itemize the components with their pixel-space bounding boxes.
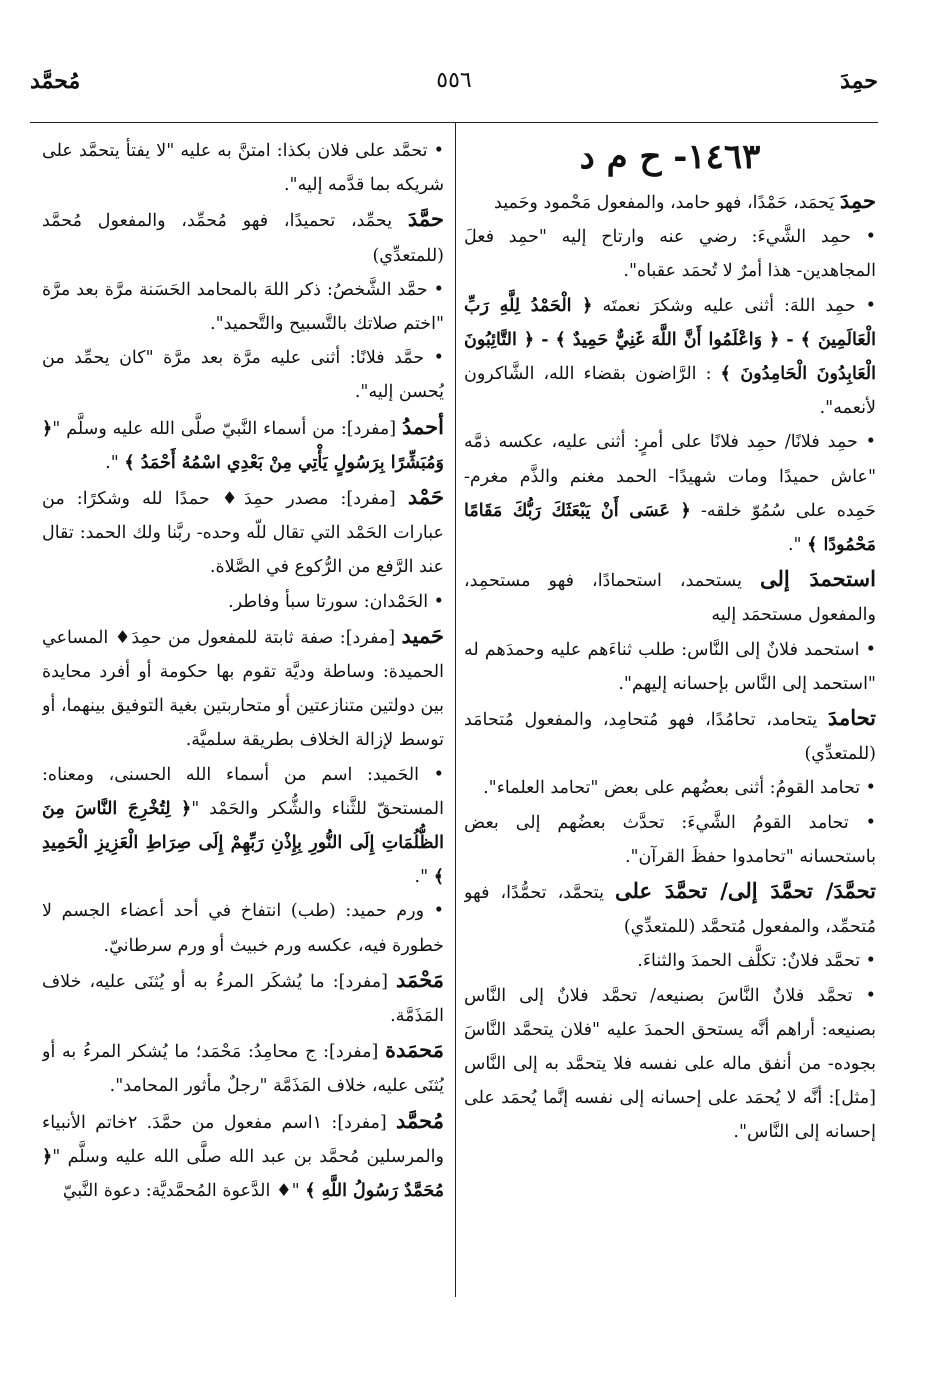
entry-text: [مفرد]: ما يُشكَر المرءُ به أو يُثنَى عليه، خلاف المَذَمَّة. bbox=[42, 971, 444, 1027]
column-divider bbox=[455, 122, 456, 1297]
headword: حَميد bbox=[401, 622, 444, 648]
entry-text: • تحمَّد فلانٌ: تكلَّف الحمدَ والثناءَ. bbox=[637, 951, 876, 972]
entry-text: • حمَّد فلانًا: أثنى عليه مرَّة بعد مرَّة "كان يحمِّد من يُحسن إليه". bbox=[42, 348, 444, 403]
entry-text: [مفرد]: مصدر حمِدَ♦ حمدًا لله وشكرًا: من عبارات الحَمْد التي تقال للّه وحده- ربَّنا ولك الحمد: تقال عند الرَّفع من الرُّكوع في الصَّلاة. bbox=[42, 489, 444, 578]
entry-text: [مفرد]: من أسماء النَّبيّ صلَّى الله عليه وسلَّم " bbox=[52, 418, 403, 439]
entry-paragraph bbox=[464, 289, 876, 426]
entry-text-tail: ". bbox=[414, 867, 434, 888]
headword: استحمدَ إلى bbox=[759, 566, 876, 592]
entry-text: [مفرد]: ج محامِدُ: مَحْمَد؛ ما يُشكر المرءُ به أو يُثنَى عليه، خلاف المَذَمَّة "رجلٌ مأثور المحامد". bbox=[42, 1042, 444, 1097]
entry-paragraph bbox=[42, 273, 444, 341]
entry-text: • تحمَّد على فلان بكذا: امتنَّ به عليه "لا يفتأ يتحمَّد على شريكه بما قدَّمه إليه". bbox=[42, 141, 444, 196]
headword: تحمَّدَ/ تحمَّدَ إلى/ تحمَّدَ على bbox=[615, 878, 876, 904]
headword: أحمدُ bbox=[402, 413, 444, 439]
headword: مَحْمَد bbox=[396, 966, 444, 992]
entry-paragraph bbox=[464, 184, 876, 220]
entry-text: • حمَّد الشَّخصُ: ذكر اللهَ بالمحامد الحَسَنة مرَّة بعد مرَّة "اختم صلاتك بالتَّسبيح والتَّحميد". bbox=[42, 279, 444, 335]
entry-text: يَحمَد، حَمْدًا، فهو حامد، والمفعول مَحْمود وحَميد bbox=[494, 193, 840, 213]
entry-paragraph bbox=[42, 585, 444, 619]
entry-text: يستحمد، استحمادًا، فهو مستحمِد، والمفعول مستحمَد إليه bbox=[464, 571, 876, 626]
entry-paragraph bbox=[42, 619, 444, 758]
entry-paragraph bbox=[464, 979, 876, 1150]
page-number: ٥٥٦ bbox=[436, 68, 472, 93]
quran-quote: ﴿ مُحَمَّدٌ رَسُولُ اللَّهِ ﴾ bbox=[42, 1146, 444, 1202]
entry-text: • استحمد فلانٌ إلى النَّاس: طلب ثناءَهم عليه وحمدَهم له "استحمد إلى النَّاس بإحسانه إليهم". bbox=[464, 639, 876, 694]
entry-text: [مفرد]: ١اسم مفعول من حمَّدَ. ٢خاتم الأنبياء والمرسلين مُحمَّد بن عبد الله صلَّى الله عليه وسلَّم " bbox=[42, 1112, 444, 1167]
entry-paragraph bbox=[464, 944, 876, 978]
quran-quote: ﴿ الْحَمْدُ لِلَّهِ رَبِّ الْعَالَمِينَ ﴾ - ﴿ وَاعْلَمُوا أَنَّ اللَّهَ غَنِيٌّ حَمِيدٌ ﴾ - ﴿ التَّائِبُونَ الْعَابِدُونَ الْحَامِدُونَ ﴾ bbox=[464, 295, 876, 385]
entry-paragraph bbox=[464, 633, 876, 701]
entry-paragraph bbox=[42, 134, 444, 202]
entry-text: يحمِّد، تحميدًا، فهو مُحمِّد، والمفعول مُحمَّد (للمتعدِّي) bbox=[42, 211, 444, 266]
entry-paragraph bbox=[42, 1104, 444, 1209]
entry-paragraph bbox=[42, 758, 444, 895]
entry-text: • ورم حميد: (طب) انتفاخ في أحد أعضاء الجسم لا خطورة فيه، عكسه ورم خبيث أو ورم سرطانيّ. bbox=[42, 901, 444, 956]
root-heading: ١٤٦٣- ح م د bbox=[579, 137, 761, 177]
entry-paragraph bbox=[42, 341, 444, 409]
entry-text: [مفرد]: صفة ثابتة للمفعول من حمِدَ♦ المساعي الحميدة: وساطة وديَّة تقوم بها حكومة أو أفرد محايدة بين دولتين متنازعتين أو متحاربتين بغية التوفيق بينهما، أو توسط لإزالة الخلاف بطريقة سلميَّة. bbox=[42, 627, 444, 751]
headword: حمِدَ bbox=[839, 188, 876, 213]
quran-quote: ﴿ وَمُبَشِّرًا بِرَسُولٍ يَأْتِي مِنْ بَعْدِي اسْمُهُ أَحْمَدُ ﴾ bbox=[42, 418, 444, 473]
entry-text: يتحامد، تحامُدًا، فهو مُتحامِد، والمفعول مُتحامَد (للمتعدِّي) bbox=[464, 710, 876, 765]
entry-paragraph bbox=[464, 425, 876, 562]
headword: مُحمَّد bbox=[396, 1107, 444, 1133]
entry-text: • الحَمْدان: سورتا سبأ وفاطر. bbox=[228, 591, 444, 612]
headword: حَمْد bbox=[407, 484, 444, 510]
header-left-word: مُحمَّد bbox=[30, 68, 81, 94]
entry-text: • حمِد اللهَ: أثنى عليه وشكرَ نعمتَه bbox=[592, 295, 876, 316]
entry-text: • تحامد القومُ الشَّيءَ: تحدَّث بعضُهم إلى بعض باستحسانه "تحامدوا حفظَ القرآن". bbox=[464, 812, 876, 867]
headword: حمَّدَ bbox=[407, 206, 444, 232]
right-column bbox=[464, 134, 876, 1150]
entry-paragraph bbox=[42, 410, 444, 480]
quran-quote: ﴿ عَسَى أَنْ يَبْعَثَكَ رَبُّكَ مَقَامًا مَحْمُودًا ﴾ bbox=[464, 500, 876, 556]
entry-paragraph bbox=[42, 480, 444, 585]
entry-text: • حمِد الشَّيءَ: رضي عنه وارتاح إليه "حمِد فعلَ المجاهدين- هذا أمرٌ لا تُحمَد عقباه". bbox=[464, 227, 876, 282]
entry-paragraph bbox=[464, 874, 876, 944]
headword: تحامدَ bbox=[827, 705, 876, 731]
entry-paragraph bbox=[42, 202, 444, 272]
entry-text: يتحمَّد، تحمُّدًا، فهو مُتحمِّد، والمفعول مُتحمَّد (للمتعدِّي) bbox=[464, 883, 876, 938]
entry-paragraph bbox=[464, 220, 876, 288]
entry-paragraph bbox=[42, 894, 444, 962]
entry-text: • حمِد فلانًا/ حمِد فلانًا على أمرٍ: أثنى عليه، عكسه ذمَّه "عاش حميدًا ومات شهيدًا- الحمد مغنم والذَّم مغرم- حَمِده على سُمُوّ خلقه- bbox=[464, 432, 876, 521]
entry-paragraph bbox=[42, 963, 444, 1033]
header-right-word: حمِدَ bbox=[840, 68, 878, 94]
entry-text: • تحامد القومُ: أثنى بعضُهم على بعض "تحامد العلماء". bbox=[483, 778, 876, 799]
headword: مَحمَدة bbox=[385, 1037, 444, 1063]
running-header bbox=[30, 68, 878, 108]
entry-text: • الحَميد: اسم من أسماء الله الحسنى، ومعناه: المستحقّ للثَّناء والشُّكر والحَمْد " bbox=[42, 764, 444, 819]
left-column bbox=[42, 134, 444, 1208]
entry-text-tail: ". bbox=[105, 452, 125, 473]
entry-text-tail: "♦ الدَّعوة المُحمَّديَّة: دعوة النَّبيّ bbox=[62, 1181, 306, 1202]
entry-paragraph bbox=[464, 562, 876, 632]
entry-paragraph bbox=[464, 771, 876, 805]
header-rule bbox=[30, 122, 878, 123]
entry-text-tail: : الرَّاضون بقضاء الله، الشَّاكرون لأنعمه". bbox=[464, 364, 876, 419]
entry-text-tail: ". bbox=[787, 535, 808, 556]
entry-text: • تحمَّد فلانٌ النَّاسَ بصنيعه/ تحمَّد فلانٌ إلى النَّاس بصنيعه: أراهم أنَّه يستحق الحمدَ عليه "فلان يتحمَّد النَّاسَ بجوده- من أنفق ماله على نفسه فلا يتحمَّد به إلى النَّاس [مثل]: أنَّه لا يُحمَد على إحسانه إلى نفسه إنَّما يُحمَد على إحسانه إلى النَّاس". bbox=[464, 985, 876, 1143]
quran-quote: ﴿ لِتُخْرِجَ النَّاسَ مِنَ الظُّلُمَاتِ إِلَى النُّورِ بِإِذْنِ رَبِّهِمْ إِلَى صِرَاطِ الْعَزِيزِ الْحَمِيدِ ﴾ bbox=[42, 798, 444, 888]
entry-paragraph bbox=[464, 806, 876, 874]
entry-paragraph bbox=[42, 1033, 444, 1103]
entry-paragraph bbox=[464, 701, 876, 771]
